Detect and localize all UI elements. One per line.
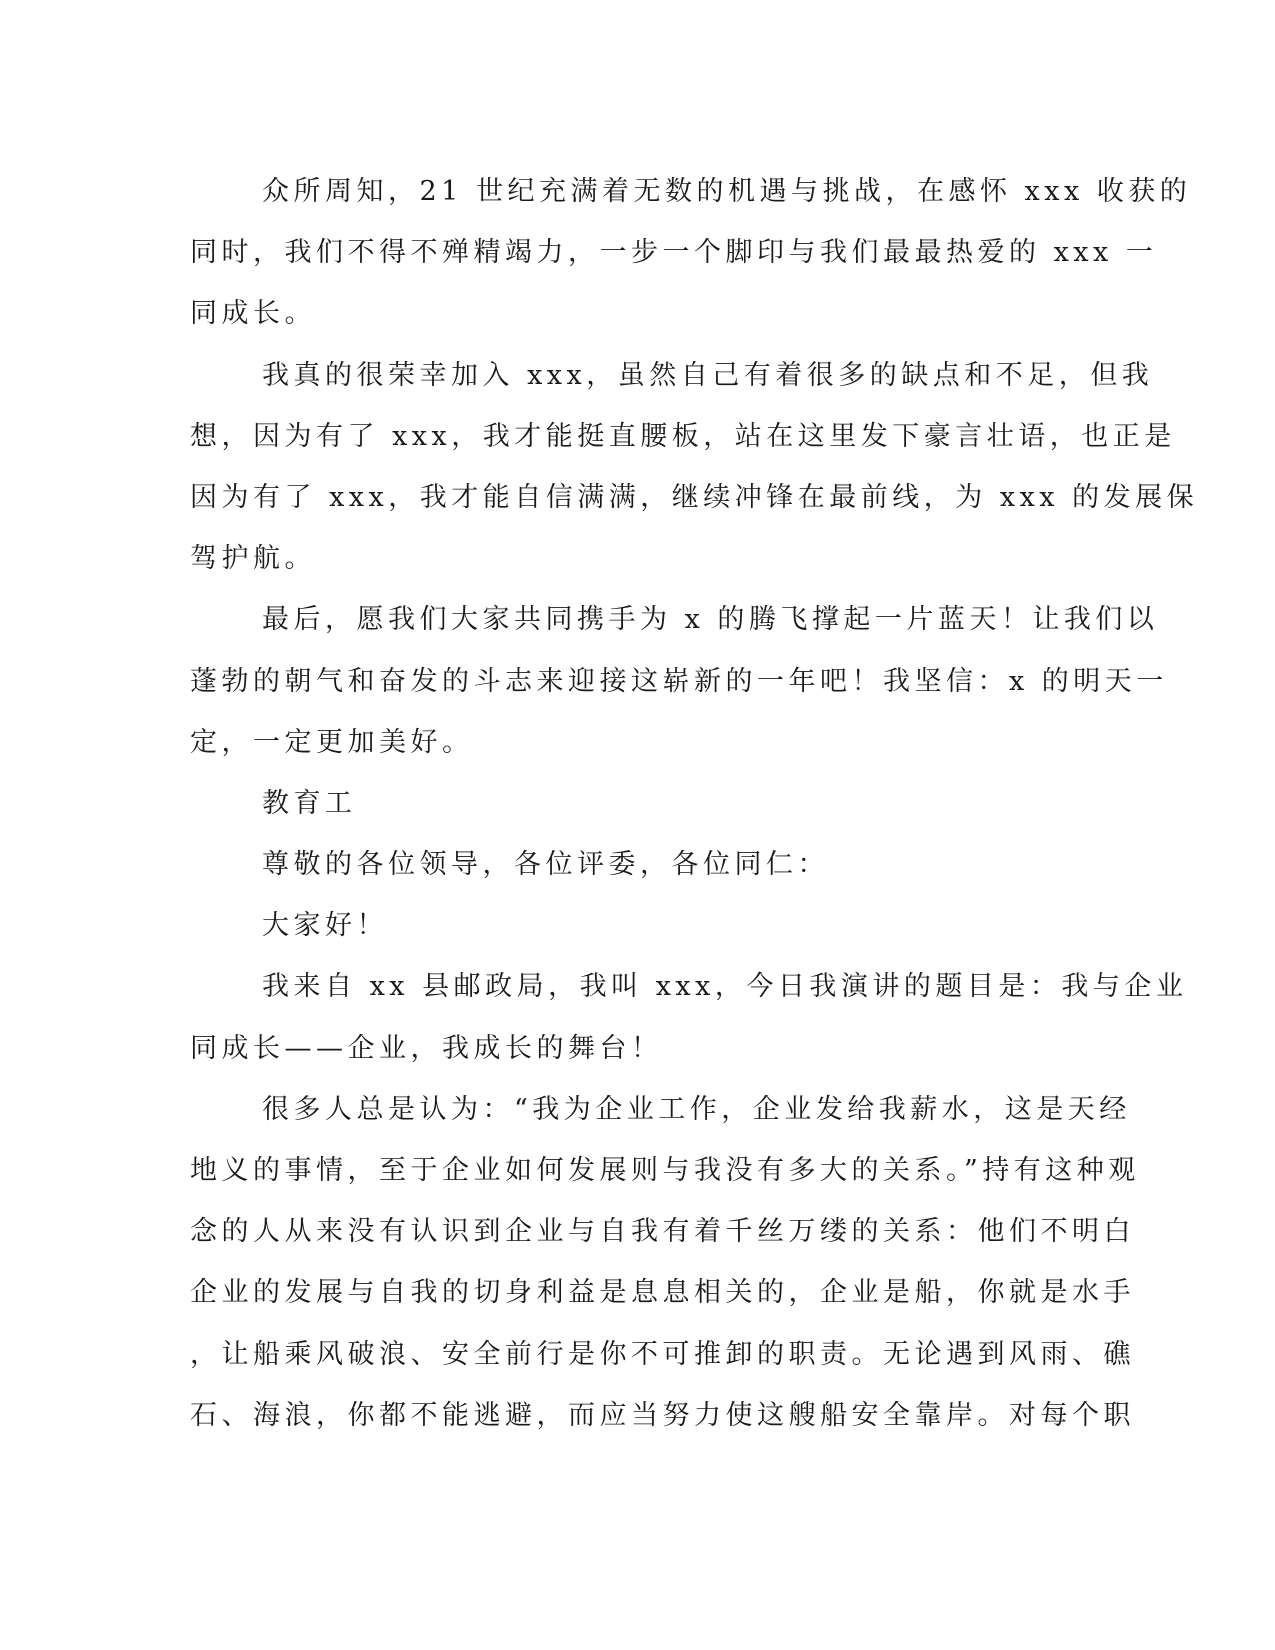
text-line: 很多人总是认为：“我为企业工作，企业发给我薪水，这是天经	[262, 1093, 1131, 1125]
text-line: 定，一定更加美好。	[190, 726, 474, 758]
text-line: 同时，我们不得不殚精竭力，一步一个脚印与我们最最热爱的 xxx 一	[190, 237, 1158, 269]
text-line: 同成长。	[190, 298, 316, 330]
text-line: 石、海浪，你都不能逃避，而应当努力使这艘船安全靠岸。对每个职	[190, 1399, 1135, 1431]
text-line: 尊敬的各位领导，各位评委，各位同仁：	[262, 849, 829, 881]
text-line: 众所周知，21 世纪充满着无数的机遇与挑战，在感怀 xxx 收获的	[262, 176, 1192, 207]
text-line: 同成长——企业，我成长的舞台！	[190, 1032, 663, 1064]
text-line: 大家好！	[262, 910, 388, 942]
text-line: 想，因为有了 xxx，我才能挺直腰板，站在这里发下豪言壮语，也正是	[190, 420, 1176, 452]
text-line: 念的人从来没有认识到企业与自我有着千丝万缕的关系：他们不明白	[190, 1216, 1135, 1248]
text-line: 地义的事情，至于企业如何发展则与我没有多大的关系。”持有这种观	[190, 1155, 1140, 1186]
text-line: 驾护航。	[190, 543, 316, 575]
text-line: 我真的很荣幸加入 xxx，虽然自己有着很多的缺点和不足，但我	[262, 359, 1154, 391]
text-line: 教育工	[262, 787, 357, 819]
text-line: 我来自 xx 县邮政局，我叫 xxx，今日我演讲的题目是：我与企业	[262, 971, 1188, 1003]
text-line: 最后，愿我们大家共同携手为 x 的腾飞撑起一片蓝天！让我们以	[262, 604, 1159, 636]
text-line: 企业的发展与自我的切身利益是息息相关的，企业是船，你就是水手	[190, 1277, 1135, 1309]
text-line: 蓬勃的朝气和奋发的斗志来迎接这崭新的一年吧！我坚信：x 的明天一	[190, 665, 1168, 697]
text-line: 因为有了 xxx，我才能自信满满，继续冲锋在最前线，为 xxx 的发展保	[190, 481, 1199, 513]
text-line: ，让船乘风破浪、安全前行是你不可推卸的职责。无论遇到风雨、礁	[190, 1338, 1135, 1370]
document-body	[190, 161, 1199, 1446]
